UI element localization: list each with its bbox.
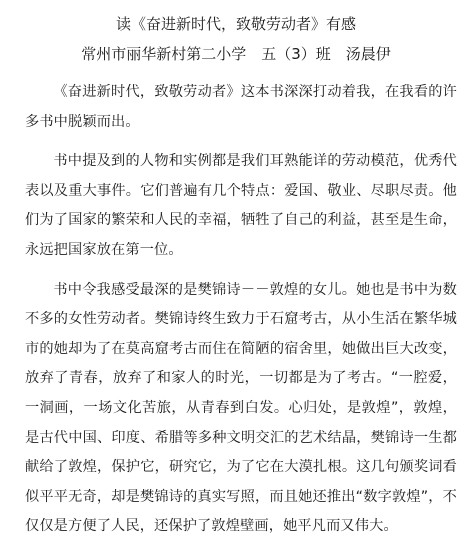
author-byline: 常州市丽华新村第二小学 五（3）班 汤晨伊 [81, 45, 391, 63]
document-body [25, 78, 457, 552]
paragraph-role-models: 书中提及到的人物和实例都是我们耳熟能详的劳动模范，优秀代表以及重大事件。它们普遍有几个特点：爱国、敬业、尽职尽责。他们为了国家的繁荣和人民的幸福，牺牲了自己的利益，甚至是生命，永远把国家放在第一位。 [25, 153, 457, 258]
document-title: 读《奋进新时代，致敬劳动者》有感 [115, 15, 356, 33]
paragraph-intro: 《奋进新时代，致敬劳动者》这本书深深打动着我，在我看的许多书中脱颖而出。 [25, 84, 457, 130]
paragraph-fan-jinshi: 书中令我感受最深的是樊锦诗－－敦煌的女儿。她也是书中为数不多的女性劳动者。樊锦诗终生致力于石窟考古，从小生活在繁华城市的她却为了在莫高窟考古而住在简陋的宿舍里，她做出巨大改变，放弃了青春，放弃了和家人的时光，一切都是为了考古。“一腔爱，一洞画，一场文化苦旅，从青春到白发。心归处，是敦煌”，敦煌，是古代中国、印度、希腊等多种文明交汇的艺术结晶，樊锦诗一生都献给了敦煌，保护它，研究它，为了它在大漠扎根。这几句颁奖词看似平平无奇，却是樊锦诗的真实写照，而且她还推出“数字敦煌”，不仅仅是方便了人民，还保护了敦煌壁画，她平凡而又伟大。 [25, 281, 457, 535]
